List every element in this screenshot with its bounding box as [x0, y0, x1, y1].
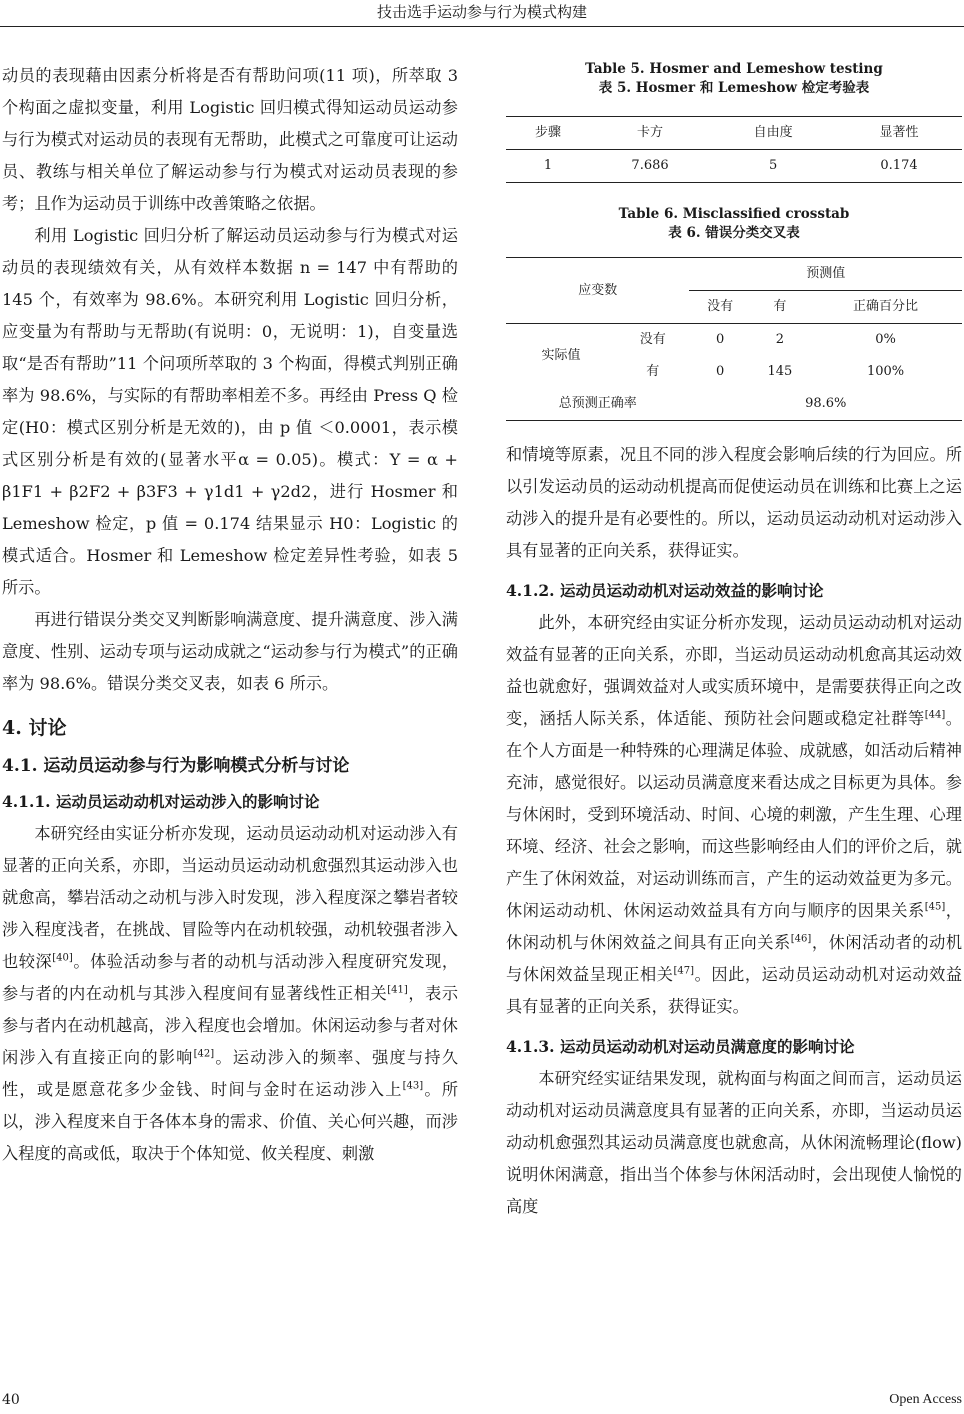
citation-45[interactable]: [45]	[924, 901, 946, 913]
table6-cell: 2	[775, 332, 784, 347]
table5-cell: 5	[710, 150, 836, 183]
citation-42[interactable]: [42]	[193, 1048, 215, 1060]
table6-row-label: 没有	[639, 332, 666, 347]
table6-cell: 0%	[875, 332, 896, 347]
table6-cell: 100%	[866, 364, 905, 379]
paragraph-motivation-involvement	[2, 818, 458, 1170]
left-column	[2, 60, 458, 1170]
table6-total-label: 总预测正确率	[506, 388, 689, 421]
text-segment: 。体验活动参与者的动机与活动涉入程度研究发现，参与者的内在动机与其涉入程度间有显著线性正相关	[2, 952, 459, 1003]
table6-row-label: 有	[646, 364, 660, 379]
paragraph-involvement-conclusion: 和情境等原素，况且不同的涉入程度会影响后续的行为回应。所以引发运动员的运动动机提高而促使运动员在训练和比赛上之运动涉入的提升是有必要性的。所以，运动员运动动机对运动涉入具有显著的正向关系，获得证实。	[506, 445, 962, 560]
subsection-heading-4-1: 4.1. 运动员运动参与行为影响模式分析与讨论	[2, 756, 350, 776]
table6-predicted: 预测值	[689, 258, 962, 291]
table5-header-cell: 自由度	[710, 117, 836, 150]
table-5	[506, 116, 962, 183]
paragraph-crosstab: 再进行错误分类交叉判断影响满意度、提升满意度、涉入满意度、性别、运动专项与运动成就之“运动参与行为模式”的正确率为 98.6%。错误分类交叉表，如表 6 所示。	[2, 610, 458, 693]
table5-cell: 0.174	[836, 150, 962, 183]
paragraph-logistic: 利用 Logistic 回归分析了解运动员运动参与行为模式对运动员的表现绩效有关，从有效样本数据 n = 147 中有帮助的 145 个，有效率为 98.6%。本研究利用 Logistic 回归分析，应变量为有帮助与无帮助(有说明：0，无说明：1)，自变量选取“是否有帮助”11 个问项所萃取的 3 个构面，得模式判别正确率为 98.6%，与实际的有帮助率相差不多。再经由 Press Q 检定(H0：模式区别分析是无效的)，由 p 值 ＜0.0001，表示模式区别分析是有效的(显著水平α = 0.05)。模式：Y = α + β1F1 + β2F2 + β3F3 + γ1d1 + γ2d2，进行 Hosmer 和 Lemeshow 检定，p 值 = 0.174 结果显示 H0：Logistic 的模式适合。Hosmer 和 Lemeshow 检定差异性考验，如表 5 所示。	[2, 226, 458, 597]
header-rule	[0, 26, 964, 27]
text-segment: ，表示参与者内在动机越高，涉入程度也会增加。休闲运动参与者对休闲涉入有直接正向的影响	[2, 984, 459, 1067]
table5-caption-zh: 表 5. Hosmer 和 Lemeshow 检定考验表	[598, 80, 870, 96]
table5-caption-en: Table 5. Hosmer and Lemeshow testing	[585, 61, 883, 77]
paragraph-motivation-satisfaction: 本研究经实证结果发现，就构面与构面之间而言，运动员运动动机对运动员满意度具有显著的正向关系，亦即，当运动员运动动机愈强烈其运动员满意度也就愈高，从休闲流畅理论(flow)说明休闲满意，指出当个体参与休闲活动时，会出现使人愉悦的高度	[506, 1069, 962, 1216]
text-segment: 本研究经由实证分析亦发现，运动员运动动机对运动涉入有显著的正向关系，亦即，当运动员运动动机愈强烈其运动涉入也就愈高，攀岩活动之动机与涉入时发现，涉入程度深之攀岩者较涉入程度浅者，在挑战、冒险等内在动机较强，动机较强者涉入也较深	[2, 824, 458, 971]
section-heading-discussion: 4. 讨论	[2, 717, 67, 739]
table6-caption-zh: 表 6. 错误分类交叉表	[668, 225, 800, 241]
right-column	[506, 60, 962, 1223]
table6-subheader-cell: 没有	[689, 291, 750, 324]
citation-47[interactable]: [47]	[673, 965, 695, 977]
table5-header-cell: 显著性	[836, 117, 962, 150]
citation-46[interactable]: [46]	[790, 933, 812, 945]
text-segment: 。运动涉入的频率、强度与持久性，或是愿意花多少金钱、时间与金时在运动涉入上	[2, 1048, 459, 1099]
page-number: 40	[2, 1392, 20, 1408]
text-segment: ，休闲动机与休闲效益之间具有正向关系	[506, 901, 962, 952]
citation-41[interactable]: [41]	[387, 984, 408, 996]
paragraph-intro: 动员的表现藉由因素分析将是否有帮助问项(11 项)，所萃取 3 个构面之虚拟变量，利用 Logistic 回归模式得知运动员运动参与行为模式对运动员的表现有无帮助，此模式之可靠度可让运动员、教练与相关单位了解运动参与行为模式对运动员表现的参考；且作为运动员于训练中改善策略之依据。	[2, 66, 458, 213]
citation-43[interactable]: [43]	[402, 1080, 424, 1092]
citation-44[interactable]: [44]	[924, 709, 946, 721]
table6-caption-en: Table 6. Misclassified crosstab	[618, 206, 850, 222]
table6-header-row	[506, 258, 962, 291]
table6-dep-var: 应变数	[506, 258, 689, 324]
table6-cell: 0	[715, 332, 725, 347]
table6-total-value: 98.6%	[689, 388, 962, 421]
table6-cell: 0	[715, 364, 725, 379]
text-segment: 。所以，涉入程度来自于各体本身的需求、价值、关心何兴趣，而涉入程度的高或低，取决于个体知觉、攸关程度、刺激	[2, 1080, 459, 1163]
citation-40[interactable]: [40]	[52, 952, 73, 964]
subsubsection-heading-4-1-3: 4.1.3. 运动员运动动机对运动员满意度的影响讨论	[506, 1037, 855, 1056]
table6-actual: 实际值	[541, 348, 581, 363]
text-segment: 此外，本研究经由实证分析亦发现，运动员运动动机对运动效益有显著的正向关系，亦即，当运动员运动动机愈高其运动效益也就愈好，强调效益对人或实质环境中，是需要获得正向之改变，涵括人际关系，体适能、预防社会问题或稳定社群等	[506, 613, 962, 728]
table5-cell: 1	[506, 150, 590, 183]
table6-subheader-cell: 正确百分比	[809, 291, 962, 324]
table5-header-row	[506, 117, 962, 150]
table6-total-row	[506, 388, 962, 421]
table5-data-row	[506, 150, 962, 183]
running-header: 技击选手运动参与行为模式构建	[376, 3, 587, 21]
table-6	[506, 257, 962, 421]
table6-subheader-cell: 有	[751, 291, 809, 324]
subsubsection-heading-4-1-2: 4.1.2. 运动员运动动机对运动效益的影响讨论	[506, 581, 824, 600]
text-segment: 。在个人方面是一种特殊的心理满足体验、成就感，如活动后精神充沛，感觉很好。以运动员满意度来看达成之目标更为具体。参与休闲时，受到环境活动、时间、心境的刺激，产生生理、心理环境、经济、社会之影响，而这些影响经由人们的评价之后，就产生了休闲效益，对运动训练而言，产生的运动效益更为多元。休闲运动动机、休闲运动效益具有方向与顺序的因果关系	[506, 709, 962, 920]
text-segment: ，休闲活动者的动机与休闲效益呈现正相关	[506, 933, 963, 984]
table6-cell: 145	[767, 364, 793, 379]
table6-row	[506, 324, 962, 357]
text-segment: 。因此，运动员运动动机对运动效益具有显著的正向关系，获得证实。	[506, 965, 963, 1016]
open-access-label: Open Access	[889, 1392, 962, 1407]
paragraph-motivation-benefit	[506, 607, 962, 1023]
subsubsection-heading-4-1-1: 4.1.1. 运动员运动动机对运动涉入的影响讨论	[2, 792, 320, 811]
table5-header-cell: 步骤	[506, 117, 590, 150]
table5-cell: 7.686	[590, 150, 710, 183]
table5-header-cell: 卡方	[590, 117, 710, 150]
